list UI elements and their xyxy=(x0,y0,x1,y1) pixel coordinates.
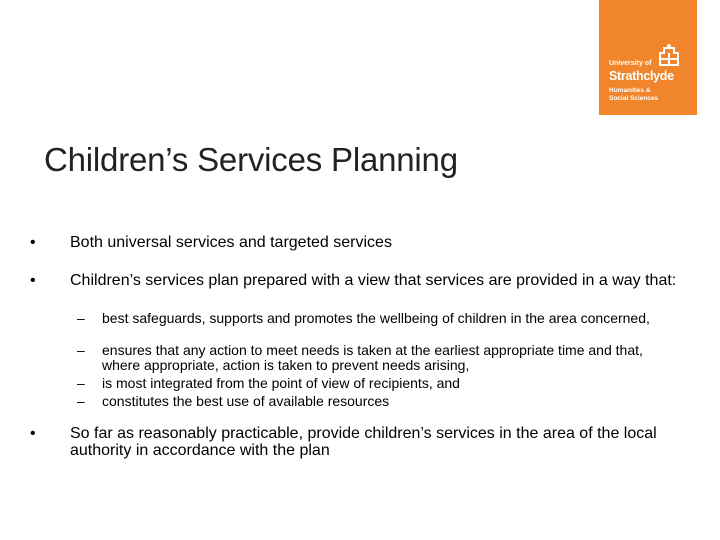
bullet-marker: • xyxy=(30,272,36,289)
bullet-item: So far as reasonably practicable, provide children’s services in the area of the local authority in accordance with the plan xyxy=(70,425,657,459)
bullet-item: Both universal services and targeted services xyxy=(70,234,392,251)
sub-bullet-item: constitutes the best use of available resources xyxy=(102,393,390,409)
sub-bullet-marker: – xyxy=(77,375,85,391)
sub-bullet-marker: – xyxy=(77,310,85,326)
logo-university-of: University of xyxy=(609,60,652,67)
logo-faculty-line1: Humanities & xyxy=(609,87,651,94)
crest-icon xyxy=(656,43,682,69)
logo-strathclyde: Strathclyde xyxy=(609,69,674,83)
sub-bullet-item: best safeguards, supports and promotes the wellbeing of children in the area concerned, xyxy=(102,310,650,326)
bullet-marker: • xyxy=(30,425,36,442)
sub-bullet-item: is most integrated from the point of view of recipients, and xyxy=(102,375,460,391)
university-logo xyxy=(599,0,697,115)
sub-bullet-marker: – xyxy=(77,393,85,409)
slide-title: Children’s Services Planning xyxy=(44,141,458,178)
sub-bullet-marker: – xyxy=(77,342,85,358)
logo-faculty-line2: Social Sciences xyxy=(609,95,659,102)
sub-bullet-item: ensures that any action to meet needs is taken at the earliest appropriate time and that, where appropriate, action is taken to prevent needs arising, xyxy=(102,342,643,373)
bullet-marker: • xyxy=(30,234,36,251)
bullet-item: Children’s services plan prepared with a view that services are provided in a way that: xyxy=(70,272,677,289)
